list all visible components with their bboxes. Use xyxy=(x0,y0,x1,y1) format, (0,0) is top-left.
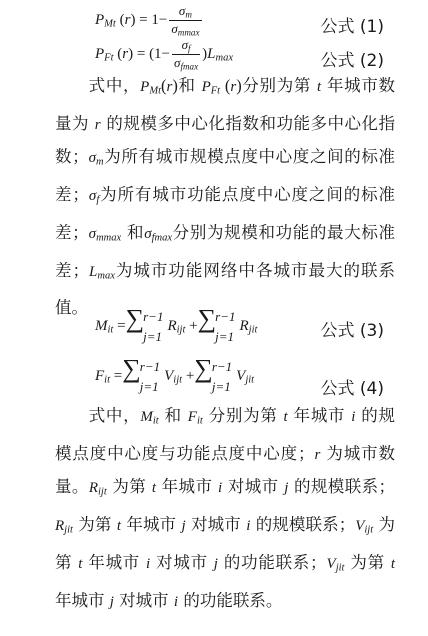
formula-4-label: 公式 (4) xyxy=(320,379,384,399)
formula-2: $P_{Ft}$ (r) = (1− $\frac{\sigma_f}{\sigma_{fmax}}$ )$L_{max}$ xyxy=(95,37,233,72)
formula-1-label: 公式 (1) xyxy=(320,17,384,37)
formula-3: $M_{it}$ = ∑ r−1 j=1 $R_{ijt}$ + ∑ r−1 j=1 $R_{jit}$ xyxy=(95,304,258,344)
formula-3-label: 公式 (3) xyxy=(320,321,384,341)
explanation-paragraph-2: 式中，$M_{it}$ 和 $F_{it}$ 分别为第 t 年城市 i 的规模点度中心度与功能点度中心度；r 为城市数量。$R_{ijt}$ 为第 t 年城市 i 对城市 j 的规模联系；$R_{jit}$ 为第 t 年城市 j 对城市 i 的规模联系；$V_{ijt}$ 为第 t 年城市 i 对城市 j 的功能联系；$V_{jit}$ 为第 t 年城市 j 对城市 i 的功能联系。 xyxy=(55,406,396,610)
formula-4: $F_{it}$ = ∑ r−1 j=1 $V_{ijt}$ + ∑ r−1 j=1 $V_{jit}$ xyxy=(95,354,255,394)
explanation-paragraph-1: 式中，$P_{Mt}(r)$和 $P_{Ft}$ (r)分别为第 t 年城市数量为 r 的规模多中心化指数和功能多中心化指数；$\sigma_m$为所有城市规模点度中心度之间的标准差；$\sigma_f$为所有城市功能点度中心度之间的标准差；$\sigma_{mmax}$ 和$\sigma_{fmax}$分别为规模和功能的最大标准差；$L_{max}$为城市功能网络中各城市最大的联系值。 xyxy=(55,76,396,318)
formula-1: $P_{Mt}$ (r) = 1− $\frac{\sigma_m}{\sigma_{mmax}}$ xyxy=(95,3,200,38)
formula-2-label: 公式 (2) xyxy=(320,51,384,71)
